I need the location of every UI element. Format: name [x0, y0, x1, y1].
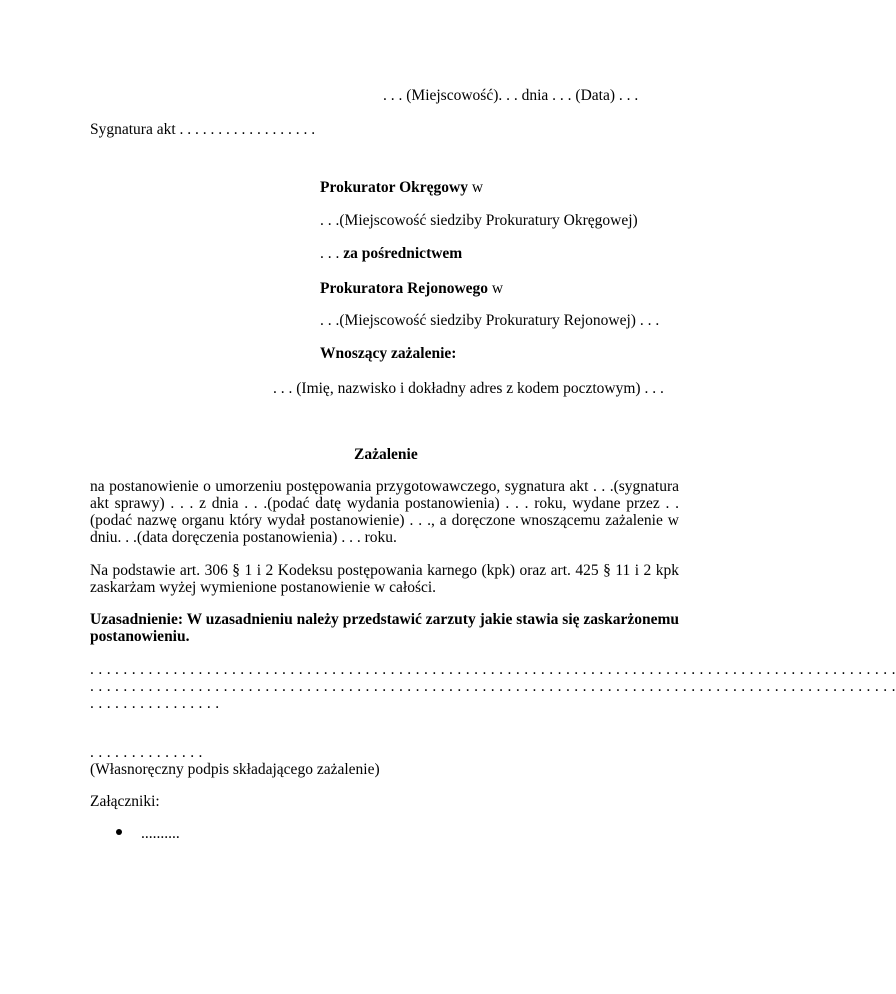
legal-basis-paragraph: Na podstawie art. 306 § 1 i 2 Kodeksu postępowania karnego (kpk) oraz art. 425 § 11 i 2 kpk zaskarżam wyżej wymienione postanowienie w całości. — [90, 562, 679, 596]
justification-dots-line: . . . . . . . . . . . . . . . . — [90, 695, 220, 712]
recipient-preposition: w — [467, 179, 484, 196]
place-date-line: . . . (Miejscowość). . . dnia . . . (Data) . . . — [383, 87, 639, 104]
recipient-regional-location: . . .(Miejscowość siedziby Prokuratury Rejonowej) . . . — [320, 312, 660, 329]
regional-title: Prokuratora Rejonowego — [320, 280, 489, 297]
recipient-district-location: . . .(Miejscowość siedziby Prokuratury Okręgowej) — [320, 212, 638, 229]
document-title: Zażalenie — [354, 446, 418, 463]
attachments-label: Załączniki: — [90, 793, 160, 810]
complaint-paragraph: na postanowienie o umorzeniu postępowania przygotowawczego, sygnatura akt . . .(sygnatura akt sprawy) . . . z dnia . . .(podać datę wydania postanowienia) . . . roku, wydane przez . . (podać nazwę organu który wydał postanowienie) . . ., a doręczone wnoszącemu zażalenie w dniu. . .(data doręczenia postanowienia) . . . roku. — [90, 478, 679, 546]
attachment-item-text: .......... — [141, 825, 180, 842]
justification-dots-line: . . . . . . . . . . . . . . . . . . . . . . . . . . . . . . . . . . . . . . . . . . . . . . . . . . . . . . . . . . . . . . . . . . . . . . . . . . . . . . . . . . . . . . . . . . . . . . . . . — [90, 661, 896, 678]
complainant-details: . . . (Imię, nazwisko i dokładny adres z kodem pocztowym) . . . — [273, 380, 664, 397]
regional-preposition: w — [488, 280, 504, 297]
via-prefix: . . . — [320, 245, 344, 262]
via-label: za pośrednictwem — [343, 245, 463, 262]
justification-paragraph: Uzasadnienie: W uzasadnieniu należy przedstawić zarzuty jakie stawia się zaskarżonemu postanowieniu. — [90, 611, 679, 645]
justification-dots-line: . . . . . . . . . . . . . . . . . . . . . . . . . . . . . . . . . . . . . . . . . . . . . . . . . . . . . . . . . . . . . . . . . . . . . . . . . . . . . . . . . . . . . . . . . . . . . . . . . — [90, 678, 896, 695]
case-number-line: Sygnatura akt . . . . . . . . . . . . . . . . . . — [90, 121, 316, 138]
complainant-label: Wnoszący zażalenie: — [320, 345, 457, 362]
bullet-icon — [116, 829, 122, 835]
signature-dots: . . . . . . . . . . . . . . — [90, 744, 203, 761]
signature-caption: (Własnoręczny podpis składającego zażalenie) — [90, 761, 380, 778]
recipient-prosecutor-regional — [320, 280, 503, 297]
recipient-via-line — [320, 245, 462, 262]
recipient-prosecutor-district — [320, 179, 483, 196]
recipient-title: Prokurator Okręgowy — [320, 179, 468, 196]
attachment-list-item — [90, 825, 180, 842]
